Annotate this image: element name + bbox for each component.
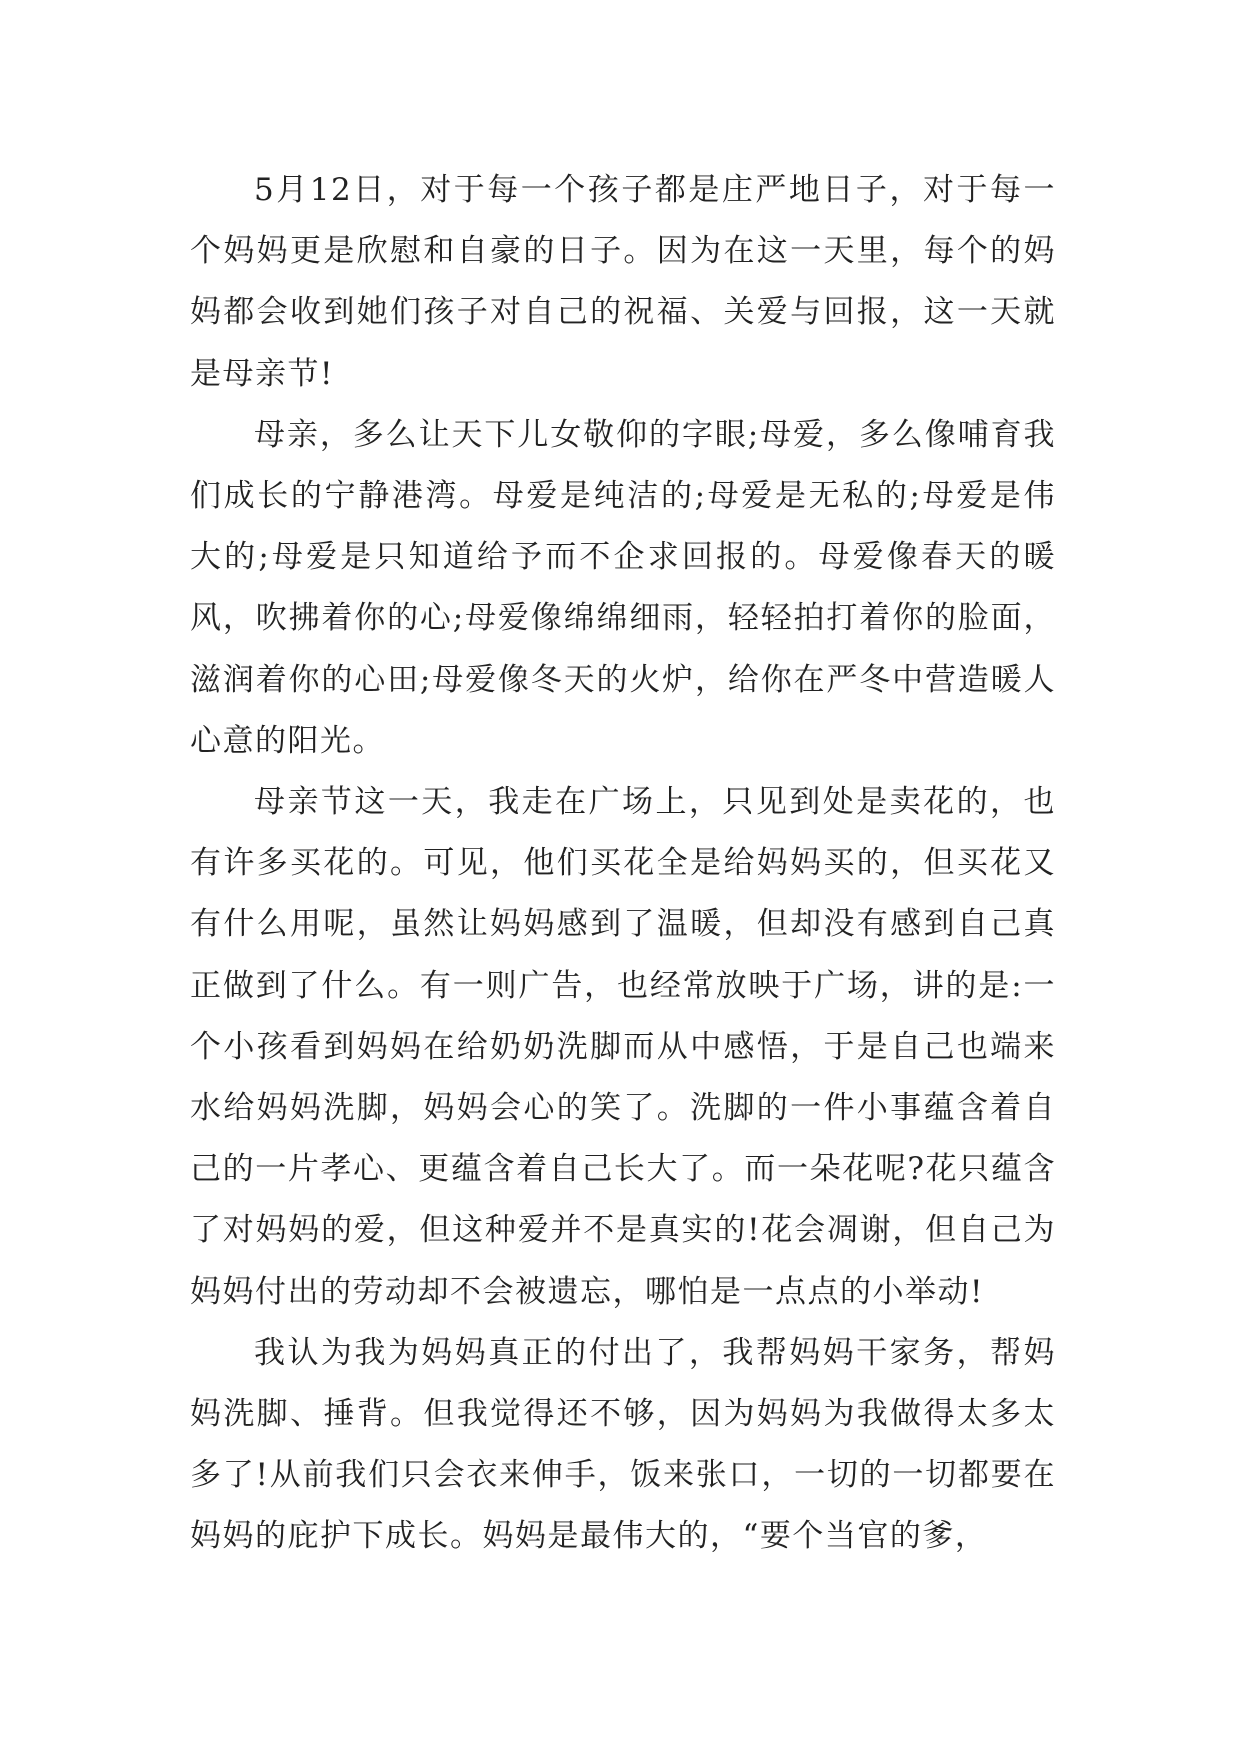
paragraph-1: 5月12日，对于每一个孩子都是庄严地日子，对于每一个妈妈更是欣慰和自豪的日子。因为在这一天里，每个的妈妈都会收到她们孩子对自己的祝福、关爱与回报，这一天就是母亲节! — [190, 172, 1056, 392]
paragraph-2: 母亲，多么让天下儿女敬仰的字眼;母爱，多么像哺育我们成长的宁静港湾。母爱是纯洁的;母爱是无私的;母爱是伟大的;母爱是只知道给予而不企求回报的。母爱像春天的暖风，吹拂着你的心;母爱像绵绵细雨，轻轻拍打着你的脸面，滋润着你的心田;母爱像冬天的火炉，给你在严冬中营造暖人心意的阳光。 — [190, 416, 1056, 759]
paragraph-3: 母亲节这一天，我走在广场上，只见到处是卖花的，也有许多买花的。可见，他们买花全是给妈妈买的，但买花又有什么用呢，虽然让妈妈感到了温暖，但却没有感到自己真正做到了什么。有一则广告，也经常放映于广场，讲的是:一个小孩看到妈妈在给奶奶洗脚而从中感悟，于是自己也端来水给妈妈洗脚，妈妈会心的笑了。洗脚的一件小事蕴含着自己的一片孝心、更蕴含着自己长大了。而一朵花呢?花只蕴含了对妈妈的爱，但这种爱并不是真实的!花会凋谢，但自己为妈妈付出的劳动却不会被遗忘，哪怕是一点点的小举动! — [190, 784, 1056, 1310]
essay-body — [190, 160, 1056, 1568]
paragraph-4: 我认为我为妈妈真正的付出了，我帮妈妈干家务，帮妈妈洗脚、捶背。但我觉得还不够，因为妈妈为我做得太多太多了!从前我们只会衣来伸手，饭来张口，一切的一切都要在妈妈的庇护下成长。妈妈是最伟大的，“要个当官的爹， — [190, 1334, 1056, 1555]
